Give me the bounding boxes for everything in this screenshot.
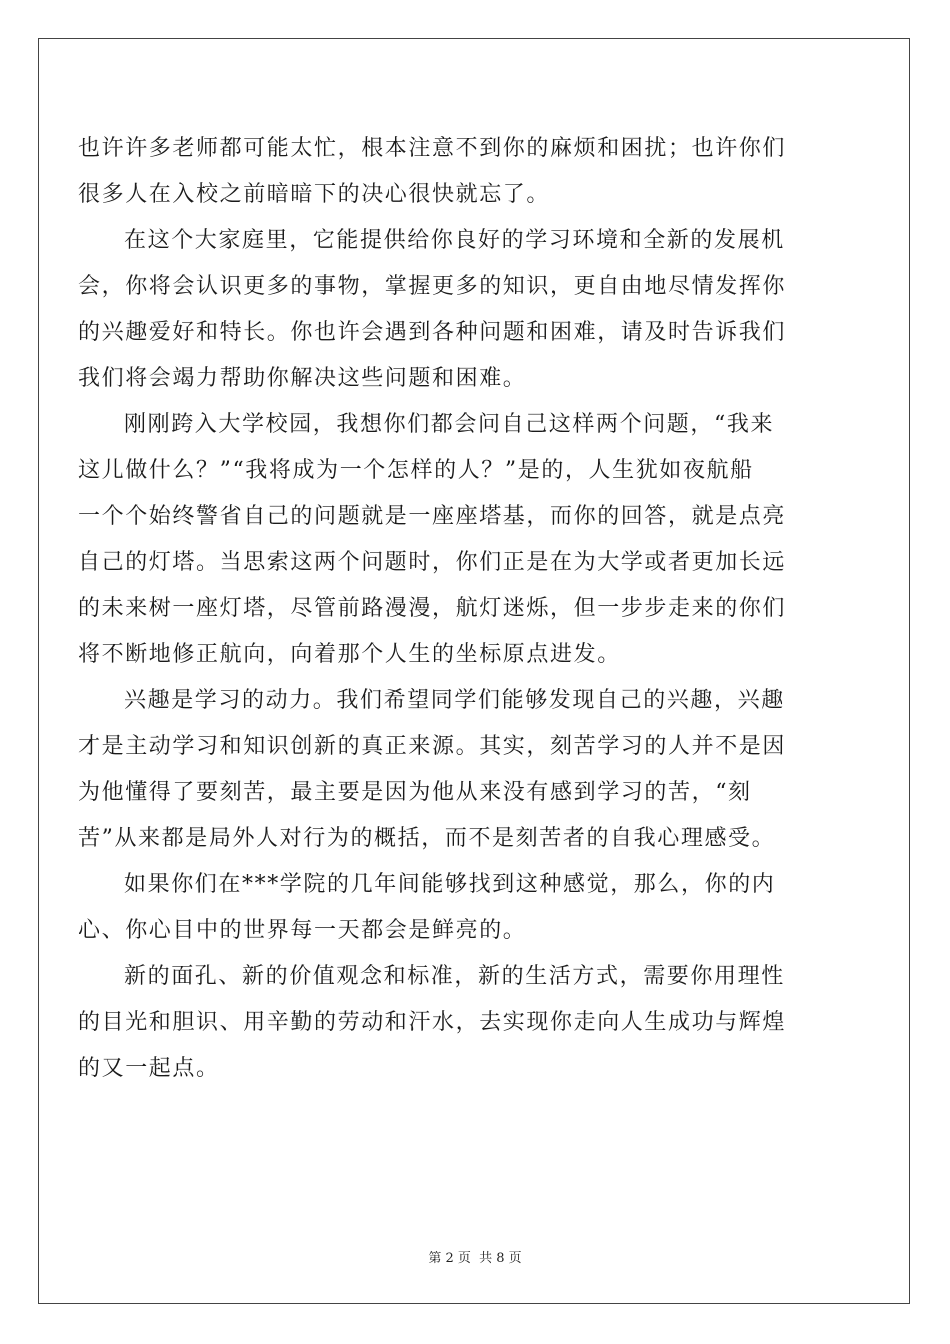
text-line: 的未来树一座灯塔，尽管前路漫漫，航灯迷烁，但一步步走来的你们 [78, 596, 787, 621]
text-line: 自己的灯塔。当思索这两个问题时，你们正是在为大学或者更加长远 [78, 550, 787, 575]
text-line: 的又一起点。 [78, 1056, 220, 1081]
text-line: 也许许多老师都可能太忙，根本注意不到你的麻烦和困扰；也许你们 [78, 136, 787, 161]
text-line: 一个个始终警省自己的问题就是一座座塔基，而你的回答，就是点亮 [78, 504, 787, 529]
text-line: 刚刚跨入大学校园，我想你们都会问自己这样两个问题，“我来 [124, 412, 775, 437]
page-number: 第 2 页 [428, 1251, 471, 1266]
text-line: 苦”从来都是局外人对行为的概括，而不是刻苦者的自我心理感受。 [78, 826, 776, 851]
text-line: 兴趣是学习的动力。我们希望同学们能够发现自己的兴趣，兴趣 [124, 688, 785, 713]
text-line: 的兴趣爱好和特长。你也许会遇到各种问题和困难，请及时告诉我们 [78, 320, 787, 345]
text-line: 的目光和胆识、用辛勤的劳动和汗水，去实现你走向人生成功与辉煌 [78, 1010, 787, 1035]
document-body [78, 126, 868, 1092]
text-line: 如果你们在***学院的几年间能够找到这种感觉，那么，你的内 [124, 872, 776, 897]
text-line: 这儿做什么？”“我将成为一个怎样的人？”是的，人生犹如夜航船 [78, 458, 754, 483]
text-line: 才是主动学习和知识创新的真正来源。其实，刻苦学习的人并不是因 [78, 734, 787, 759]
text-line: 我们将会竭力帮助你解决这些问题和困难。 [78, 366, 527, 391]
page-total: 共 8 页 [479, 1251, 522, 1266]
text-line: 在这个大家庭里，它能提供给你良好的学习环境和全新的发展机 [124, 228, 785, 253]
text-line: 新的面孔、新的价值观念和标准，新的生活方式，需要你用理性 [124, 964, 785, 989]
page-footer [0, 1247, 950, 1266]
text-line: 将不断地修正航向，向着那个人生的坐标原点进发。 [78, 642, 621, 667]
text-line: 很多人在入校之前暗暗下的决心很快就忘了。 [78, 182, 551, 207]
text-line: 心、你心目中的世界每一天都会是鲜亮的。 [78, 918, 527, 943]
text-line: 会，你将会认识更多的事物，掌握更多的知识，更自由地尽情发挥你 [78, 274, 787, 299]
text-line: 为他懂得了要刻苦，最主要是因为他从来没有感到学习的苦，“刻 [78, 780, 752, 805]
